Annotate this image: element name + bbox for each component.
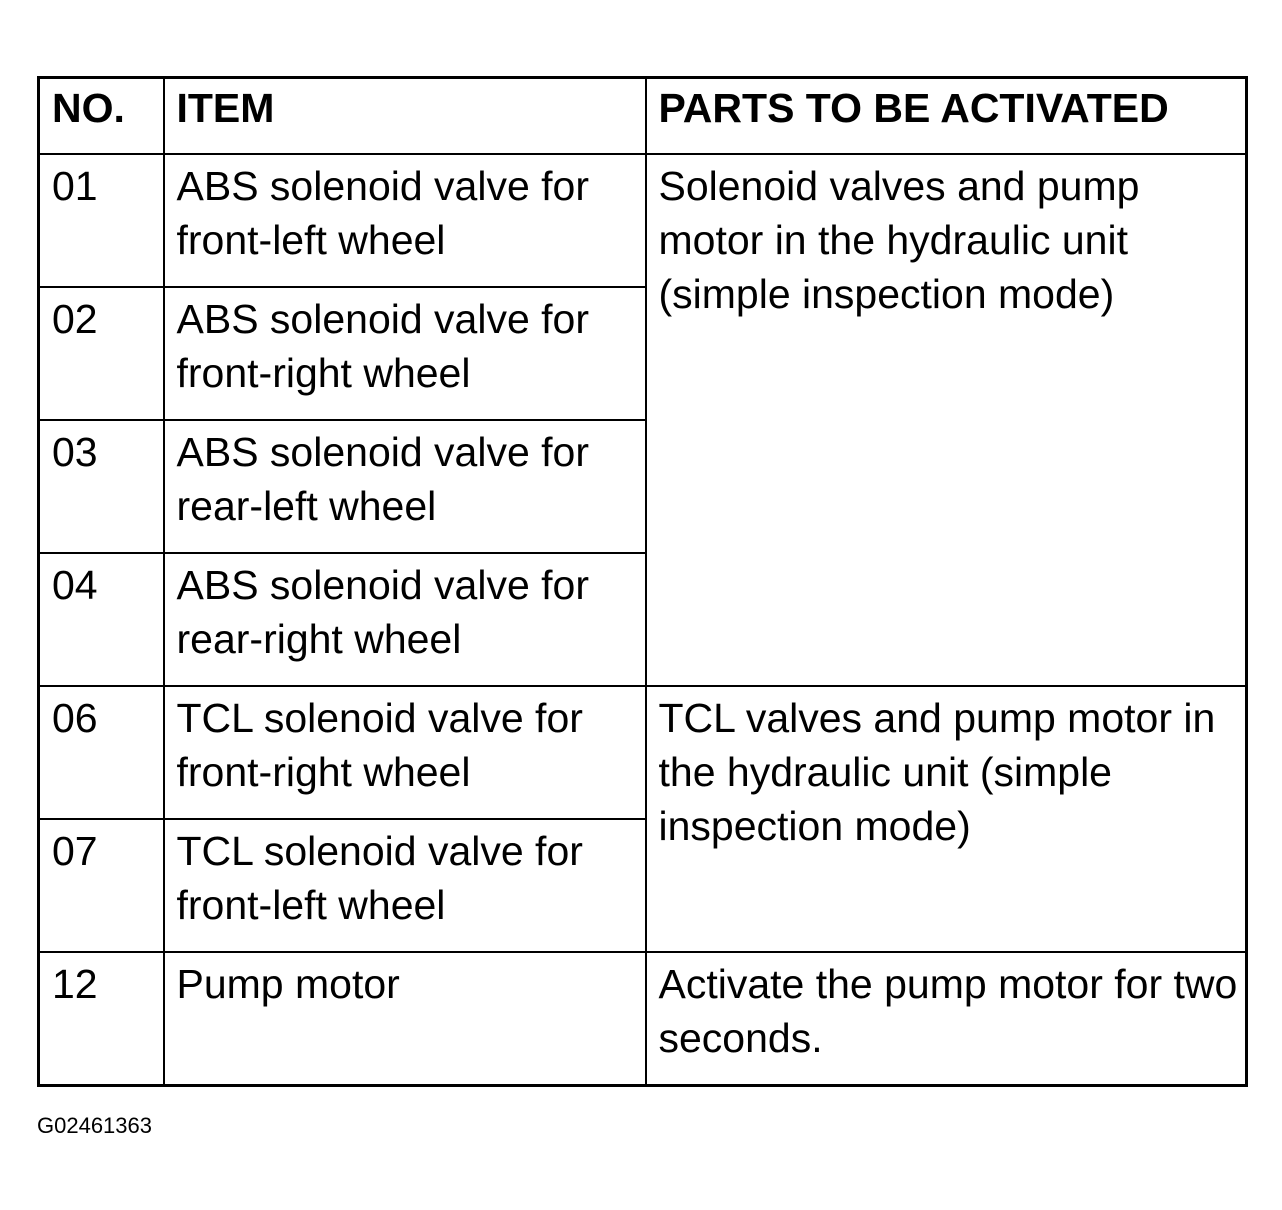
row-no-01: 01	[39, 154, 164, 287]
row-item-06: TCL solenoid valve for front-right wheel	[164, 686, 646, 819]
parts-abs-group: Solenoid valves and pump motor in the hydraulic unit (simple inspection mode)	[646, 154, 1247, 686]
header-item: ITEM	[164, 78, 646, 155]
row-no-03: 03	[39, 420, 164, 553]
parts-pump-motor: Activate the pump motor for two seconds.	[646, 952, 1247, 1086]
table-row	[39, 154, 1247, 287]
row-no-12: 12	[39, 952, 164, 1086]
activation-table	[37, 76, 1248, 1087]
row-no-02: 02	[39, 287, 164, 420]
header-parts: PARTS TO BE ACTIVATED	[646, 78, 1247, 155]
header-no: NO.	[39, 78, 164, 155]
row-no-04: 04	[39, 553, 164, 686]
table-row	[39, 686, 1247, 819]
row-item-12: Pump motor	[164, 952, 646, 1086]
row-item-01: ABS solenoid valve for front-left wheel	[164, 154, 646, 287]
row-item-03: ABS solenoid valve for rear-left wheel	[164, 420, 646, 553]
row-item-04: ABS solenoid valve for rear-right wheel	[164, 553, 646, 686]
row-no-07: 07	[39, 819, 164, 952]
row-item-02: ABS solenoid valve for front-right wheel	[164, 287, 646, 420]
row-item-07: TCL solenoid valve for front-left wheel	[164, 819, 646, 952]
parts-tcl-group: TCL valves and pump motor in the hydraulic unit (simple inspection mode)	[646, 686, 1247, 952]
header-row	[39, 78, 1247, 155]
row-no-06: 06	[39, 686, 164, 819]
figure-id: G02461363	[37, 1113, 152, 1138]
table-row	[39, 952, 1247, 1086]
